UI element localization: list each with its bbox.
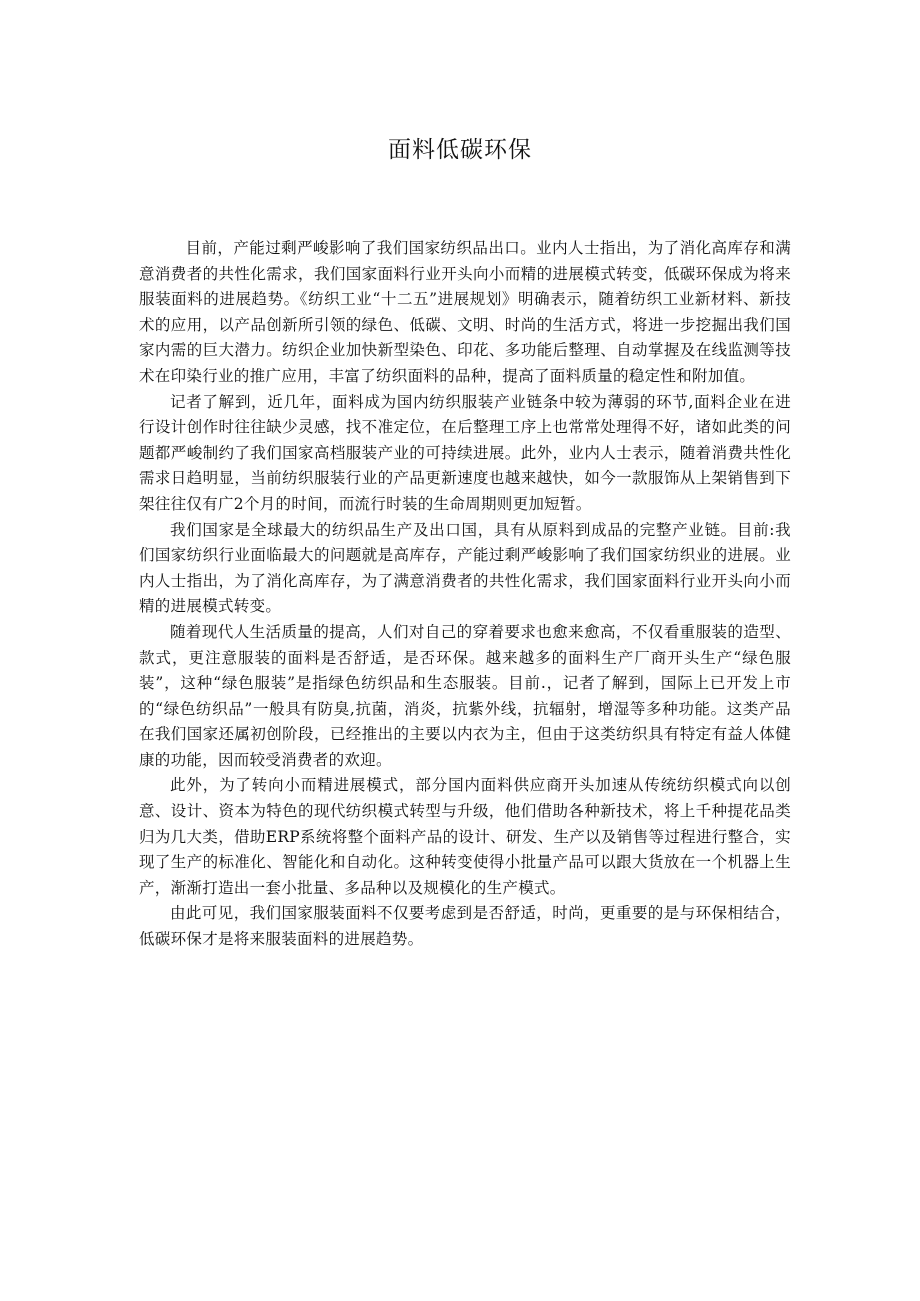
paragraph-3: 我们国家是全球最大的纺织品生产及出口国，具有从原料到成品的完整产业链。目前:我们国家纺织行业面临最大的问题就是高库存，产能过剩严峻影响了我们国家纺织业的进展。业内人士指出，为了消化高库存，为了满意消费者的共性化需求，我们国家面料行业开头向小而精的进展模式转变。 (139, 520, 791, 616)
paragraph-4: 随着现代人生活质量的提高，人们对自己的穿着要求也愈来愈高，不仅看重服装的造型、款式，更注意服装的面料是否舒适，是否环保。越来越多的面料生产厂商开头生产“绿色服装”，这种“绿色服装”是指绿色纺织品和生态服装。目前.，记者了解到，国际上已开发上市的“绿色纺织品”一般具有防臭,抗菌，消炎，抗紫外线，抗辐射，增湿等多种功能。这类产品在我们国家还属初创阶段，已经推出的主要以内衣为主，但由于这类纺织具有特定有益人体健康的功能，因而较受消费者的欢迎。 (139, 622, 791, 769)
paragraph-1: 目前，产能过剩严峻影响了我们国家纺织品出口。业内人士指出，为了消化高库存和满意消费者的共性化需求，我们国家面料行业开头向小而精的进展模式转变，低碳环保成为将来服装面料的进展趋势。《纺织工业“十二五”进展规划》明确表示，随着纺织工业新材料、新技术的应用，以产品创新所引领的绿色、低碳、文明、时尚的生活方式，将进一步挖掘出我们国家内需的巨大潜力。纺织企业加快新型染色、印花、多功能后整理、自动掌握及在线监测等技术在印染行业的推广应用，丰富了纺织面料的品种，提高了面料质量的稳定性和附加值。 (139, 239, 791, 385)
paragraph-2: 记者了解到，近几年，面料成为国内纺织服装产业链条中较为薄弱的环节,面料企业在进行设计创作时往往缺少灵感，找不准定位，在后整理工序上也常常处理得不好，诸如此类的问题都严峻制约了我们国家高档服装产业的可持续进展。此外，业内人士表示，随着消费共性化需求日趋明显，当前纺织服装行业的产品更新速度也越来越快，如今一款服饰从上架销售到下架往往仅有广2个月的时间，而流行时装的生命周期则更加短暂。 (139, 392, 791, 513)
document-body (139, 236, 791, 953)
document-title: 面料低碳环保 (388, 137, 532, 163)
paragraph-5: 此外，为了转向小而精进展模式，部分国内面料供应商开头加速从传统纺织模式向以创意、设计、资本为特色的现代纺织模式转型与升级，他们借助各种新技术，将上千种提花品类归为几大类，借助ERP系统将整个面料产品的设计、研发、生产以及销售等过程进行整合，实现了生产的标准化、智能化和自动化。这种转变使得小批量产品可以跟大货放在一个机器上生产，渐渐打造出一套小批量、多品种以及规模化的生产模式。 (139, 776, 791, 897)
paragraph-6: 由此可见，我们国家服装面料不仅要考虑到是否舒适，时尚，更重要的是与环保相结合，低碳环保才是将来服装面料的进展趋势。 (139, 904, 791, 949)
